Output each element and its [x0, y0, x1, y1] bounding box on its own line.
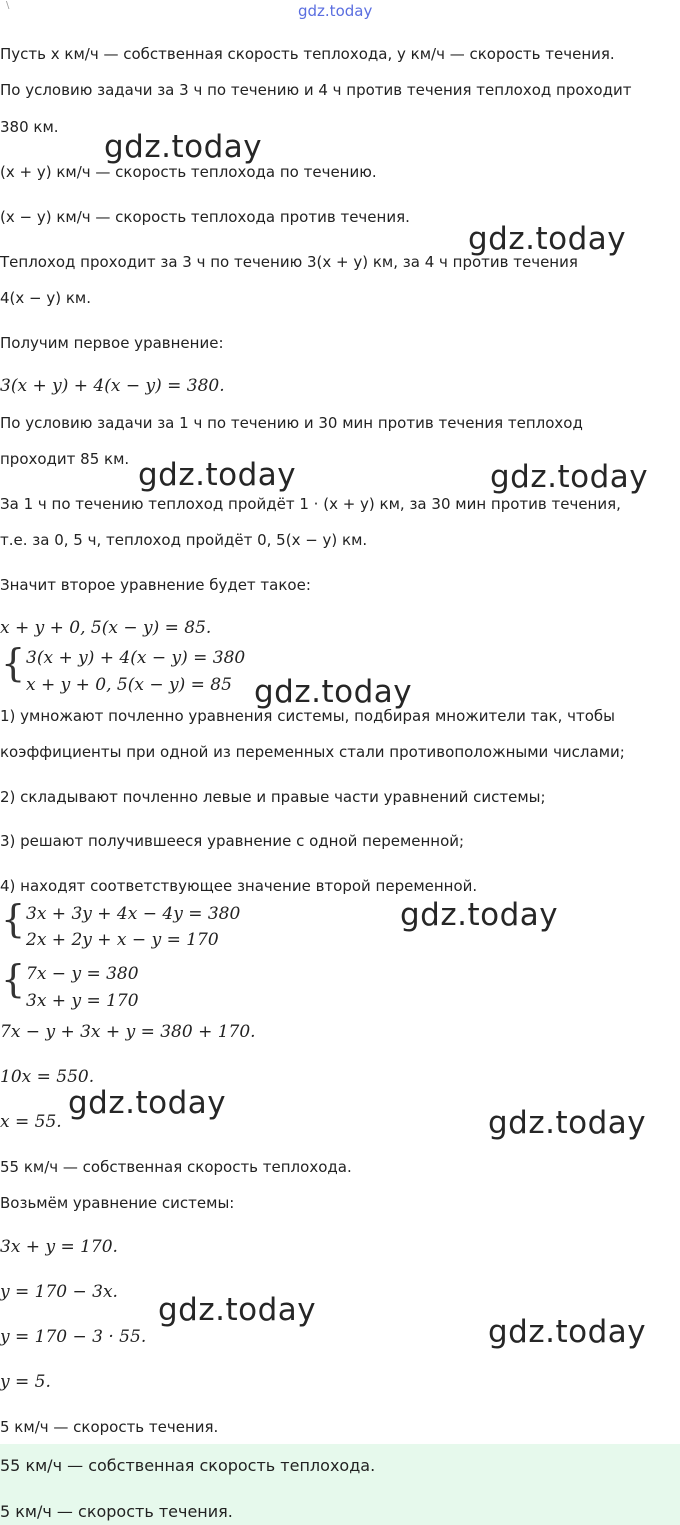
- text-line: 5 км/ч — скорость течения.: [0, 1418, 219, 1436]
- text-line: 4) находят соответствующее значение второй переменной.: [0, 877, 478, 895]
- text-line: Значит второе уравнение будет такое:: [0, 576, 311, 594]
- system-equation: 3(x + y) + 4(x − y) = 380: [26, 648, 246, 668]
- text-line: 1) умножают почленно уравнения системы, подбирая множители так, чтобы: [0, 707, 616, 725]
- watermark: gdz.today: [488, 1105, 647, 1141]
- watermark: gdz.today: [138, 457, 297, 493]
- text-line: 55 км/ч — собственная скорость теплохода.: [0, 1158, 352, 1176]
- text-line: т.е. за 0, 5 ч, теплоход пройдёт 0, 5(x − y) км.: [0, 531, 368, 549]
- system-brace: {: [1, 641, 26, 685]
- equation-line: 7x − y + 3x + y = 380 + 170.: [0, 1022, 256, 1042]
- equation-line: y = 5.: [0, 1372, 51, 1392]
- equation-line: y = 170 − 3 · 55.: [0, 1327, 147, 1347]
- watermark: gdz.today: [158, 1292, 317, 1328]
- text-line: По условию задачи за 1 ч по течению и 30 мин против течения теплоход: [0, 414, 583, 432]
- equation-line: 3(x + y) + 4(x − y) = 380.: [0, 376, 225, 396]
- text-line: 380 км.: [0, 118, 59, 136]
- answer-line: 5 км/ч — скорость течения.: [0, 1502, 233, 1521]
- text-line: (x − y) км/ч — скорость теплохода против течения.: [0, 208, 410, 226]
- text-line: 4(x − y) км.: [0, 289, 92, 307]
- equation-line: 3x + y = 170.: [0, 1237, 118, 1257]
- watermark: gdz.today: [488, 1314, 647, 1350]
- equation-line: y = 170 − 3x.: [0, 1282, 118, 1302]
- system-brace: {: [1, 957, 26, 1001]
- corner-mark: \: [6, 0, 10, 11]
- answer-box: [0, 1444, 680, 1525]
- text-line: Пусть x км/ч — собственная скорость теплохода, y км/ч — скорость течения.: [0, 45, 615, 63]
- text-line: За 1 ч по течению теплоход пройдёт 1 · (x + y) км, за 30 мин против течения,: [0, 495, 621, 513]
- text-line: Получим первое уравнение:: [0, 334, 224, 352]
- watermark: gdz.today: [468, 221, 627, 257]
- text-line: По условию задачи за 3 ч по течению и 4 ч против течения теплоход проходит: [0, 81, 632, 99]
- system-equation: x + y + 0, 5(x − y) = 85: [26, 675, 232, 695]
- watermark: gdz.today: [104, 129, 263, 165]
- text-line: Возьмём уравнение системы:: [0, 1194, 235, 1212]
- system-equation: 3x + 3y + 4x − 4y = 380: [26, 904, 241, 924]
- system-brace: {: [1, 897, 26, 941]
- watermark-top: gdz.today: [298, 2, 373, 20]
- watermark: gdz.today: [254, 674, 413, 710]
- system-equation: 3x + y = 170: [26, 991, 139, 1011]
- text-line: 3) решают получившееся уравнение с одной переменной;: [0, 832, 465, 850]
- text-line: (x + y) км/ч — скорость теплохода по течению.: [0, 163, 377, 181]
- system-equation: 2x + 2y + x − y = 170: [26, 930, 219, 950]
- text-line: Теплоход проходит за 3 ч по течению 3(x + y) км, за 4 ч против течения: [0, 253, 578, 271]
- equation-line: x + y + 0, 5(x − y) = 85.: [0, 618, 212, 638]
- answer-line: 55 км/ч — собственная скорость теплохода.: [0, 1456, 376, 1475]
- watermark: gdz.today: [400, 897, 559, 933]
- watermark: gdz.today: [68, 1085, 227, 1121]
- text-line: 2) складывают почленно левые и правые части уравнений системы;: [0, 788, 546, 806]
- watermark: gdz.today: [490, 459, 649, 495]
- system-equation: 7x − y = 380: [26, 964, 139, 984]
- equation-line: 10x = 550.: [0, 1067, 95, 1087]
- text-line: коэффициенты при одной из переменных стали противоположными числами;: [0, 743, 625, 761]
- equation-line: x = 55.: [0, 1112, 62, 1132]
- text-line: проходит 85 км.: [0, 450, 130, 468]
